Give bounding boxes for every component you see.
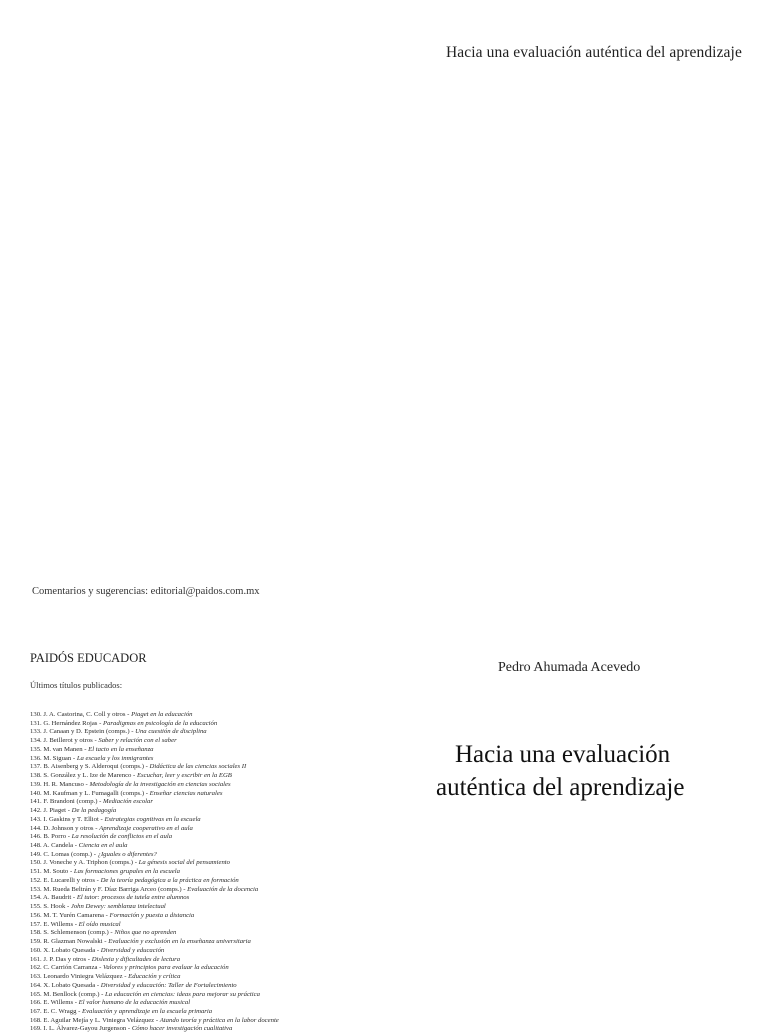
book-list-item (30, 1017, 279, 1026)
book-list-item (30, 859, 279, 868)
book-title-line-2: auténtica del aprendizaje (436, 774, 685, 801)
book-number-author: 138. S. González y L. Ize de Marenco - (30, 772, 137, 780)
book-title-entry: De la pedagogía (71, 807, 117, 815)
book-title-entry: ¿Iguales o diferentes? (97, 850, 157, 858)
book-number-author: 141. F. Brandoni (comp.) - (30, 798, 104, 806)
book-list-item (30, 921, 279, 930)
book-list-item (30, 938, 279, 947)
book-title-entry: Didáctica de las ciencias sociales II (149, 763, 247, 771)
book-number-author: 133. J. Canaan y D. Epstein (comps.) - (30, 728, 136, 736)
book-number-author: 158. S. Schlemenson (comp.) - (30, 929, 115, 937)
book-title-entry: Educación y crítica (128, 973, 181, 981)
book-number-author: 135. M. van Manen - (30, 745, 89, 753)
book-number-author: 163. Leonardo Viniegra Velázquez - (30, 973, 129, 981)
book-title-entry: Diversidad y educación: Taller de Fortalecimiento (100, 981, 237, 989)
book-title-entry: La resolución de conflictos en el aula (71, 833, 173, 841)
book-number-author: 157. E. Willems - (30, 920, 79, 928)
half-title: Hacia una evaluación auténtica del aprendizaje (446, 44, 742, 61)
book-number-author: 159. R. Glazman Nowalski - (30, 938, 109, 946)
book-list-item (30, 886, 279, 895)
book-list-item (30, 947, 279, 956)
author-name: Pedro Ahumada Acevedo (498, 660, 641, 675)
book-list-item (30, 825, 279, 834)
book-list-item (30, 720, 279, 729)
book-list-item (30, 991, 279, 1000)
book-title-entry: Niños que no aprenden (114, 929, 177, 937)
book-number-author: 168. E. Aguilar Mejía y L. Viniegra Velázquez - (30, 1016, 160, 1024)
book-number-author: 153. M. Rueda Beltrán y F. Díaz Barriga Arceo (comps.) - (30, 885, 188, 893)
book-list-item (30, 728, 279, 737)
book-number-author: 162. C. Carrión Carranza - (30, 964, 103, 972)
series-subtitle: Últimos títulos publicados: (30, 680, 123, 690)
book-list-item (30, 781, 279, 790)
book-list-item (30, 964, 279, 973)
book-title-entry: El tacto en la enseñanza (88, 745, 154, 753)
book-list-item (30, 763, 279, 772)
book-number-author: 139. H. R. Mancuso - (30, 780, 90, 788)
book-title-entry: Diversidad y educación (100, 946, 165, 954)
book-list-item (30, 912, 279, 921)
book-title-entry: Valores y principios para evaluar la educación (102, 964, 229, 972)
book-title-entry: Evaluación y aprendizaje en la escuela primaria (81, 1007, 213, 1015)
book-title-entry: John Dewey: semblanza intelectual (70, 903, 166, 911)
book-list-item (30, 1008, 279, 1017)
book-list-item (30, 746, 279, 755)
book-title-entry: El oído musical (78, 920, 121, 928)
book-number-author: 151. M. Souto - (30, 868, 74, 876)
book-title-entry: Formación y puesta a distancia (109, 911, 195, 919)
book-title-entry: Paradigmas en psicología de la educación (103, 719, 218, 727)
book-list-item (30, 956, 279, 965)
book-number-author: 136. M. Siguan - (30, 754, 77, 762)
book-list-item (30, 868, 279, 877)
book-list-item (30, 816, 279, 825)
book-number-author: 140. M. Kaufman y L. Fumagalli (comps.) - (30, 789, 150, 797)
book-number-author: 150. J. Voneche y A. Triphon (comps.) - (30, 859, 139, 867)
series-name: PAIDÓS EDUCADOR (30, 651, 147, 665)
book-list-item (30, 842, 279, 851)
book-title-entry: Dislexia y dificultades de lectura (91, 955, 181, 963)
book-number-author: 130. J. A. Castorina, C. Coll y otros - (30, 711, 132, 718)
book-number-author: 164. X. Lobato Quesada - (30, 981, 101, 989)
book-number-author: 146. B. Porro - (30, 833, 72, 841)
book-title-entry: Cómo hacer investigación cualitativa (131, 1025, 233, 1033)
book-title-entry: Enseñar ciencias naturales (149, 789, 223, 797)
book-list-item (30, 711, 279, 720)
book-list-item (30, 798, 279, 807)
book-list-item (30, 790, 279, 799)
contact-note: Comentarios y sugerencias: editorial@paidos.com.mx (32, 586, 260, 597)
book-number-author: 166. E. Willems - (30, 999, 79, 1007)
book-title-entry: El valor humano de la educación musical (78, 999, 191, 1007)
book-number-author: 165. M. Benllock (comp.) - (30, 990, 106, 998)
book-title-entry: Estrategias cognitivas en la escuela (104, 815, 201, 823)
book-list-item (30, 877, 279, 886)
book-list-item (30, 833, 279, 842)
book-number-author: 152. E. Lucarelli y otros - (30, 876, 101, 884)
book-title-entry: La educación en ciencias: ideas para mejorar su práctica (105, 990, 260, 998)
book-number-author: 169. I. L. Álvarez-Gayou Jurgenson - (30, 1025, 132, 1033)
book-list (30, 711, 279, 1034)
book-number-author: 155. S. Hook - (30, 903, 71, 911)
book-title-entry: La génesis social del pensamiento (138, 859, 231, 867)
book-number-author: 149. C. Lomas (comp.) - (30, 850, 98, 858)
book-list-item (30, 737, 279, 746)
book-title-entry: Atando teoría y práctica en la labor docente (159, 1016, 279, 1024)
book-number-author: 134. J. Beillerot y otros - (30, 737, 99, 745)
book-number-author: 131. G. Hernández Rojas - (30, 719, 103, 727)
book-list-item (30, 999, 279, 1008)
book-list-item (30, 903, 279, 912)
book-number-author: 148. A. Candela - (30, 842, 79, 850)
book-title-entry: Mediación escolar (103, 798, 153, 806)
book-number-author: 156. M. T. Yurén Camarena - (30, 911, 110, 919)
book-number-author: 142. J. Piaget - (30, 807, 72, 815)
book-title-entry: Escuchar, leer y escribir en la EGB (136, 772, 232, 780)
book-title-entry: Evaluación de la docencia (187, 885, 259, 893)
book-list-item (30, 982, 279, 991)
book-title-entry: Evaluación y exclusión en la enseñanza universitaria (108, 938, 251, 946)
book-title-entry: Saber y relación con el saber (98, 737, 177, 745)
book-number-author: 154. A. Baudrit - (30, 894, 77, 902)
book-number-author: 167. E. C. Wragg - (30, 1007, 82, 1015)
book-list-item (30, 973, 279, 982)
book-number-author: 137. B. Aisenberg y S. Alderoqui (comps.) - (30, 763, 150, 771)
book-title-entry: Ciencia en el aula (78, 842, 128, 850)
book-title-entry: Piaget en la educación (131, 711, 193, 718)
book-number-author: 144. D. Johnson y otros - (30, 824, 100, 832)
book-number-author: 143. I. Gaskins y T. Elliot - (30, 815, 105, 823)
book-list-item (30, 772, 279, 781)
book-list-item (30, 807, 279, 816)
book-title-entry: De la teoría pedagógica a la práctica en formación (100, 876, 239, 884)
book-list-item (30, 894, 279, 903)
book-title-entry: Aprendizaje cooperativo en el aula (99, 824, 193, 832)
book-list-item (30, 929, 279, 938)
book-list-item (30, 1025, 279, 1034)
book-title-entry: Las formaciones grupales en la escuela (73, 868, 180, 876)
book-number-author: 160. X. Lobato Quesada - (30, 946, 101, 954)
book-list-item (30, 755, 279, 764)
book-title-entry: Una cuestión de disciplina (135, 728, 207, 736)
book-list-item (30, 851, 279, 860)
book-title-entry: El tutor: procesos de tutela entre alumnos (76, 894, 190, 902)
book-title (436, 738, 684, 804)
book-number-author: 161. J. P. Das y otros - (30, 955, 92, 963)
book-title-line-1: Hacia una evaluación (455, 741, 671, 768)
book-title-entry: La escuela y los inmigrantes (76, 754, 154, 762)
book-title-entry: Metodología de la investigación en ciencias sociales (89, 780, 231, 788)
